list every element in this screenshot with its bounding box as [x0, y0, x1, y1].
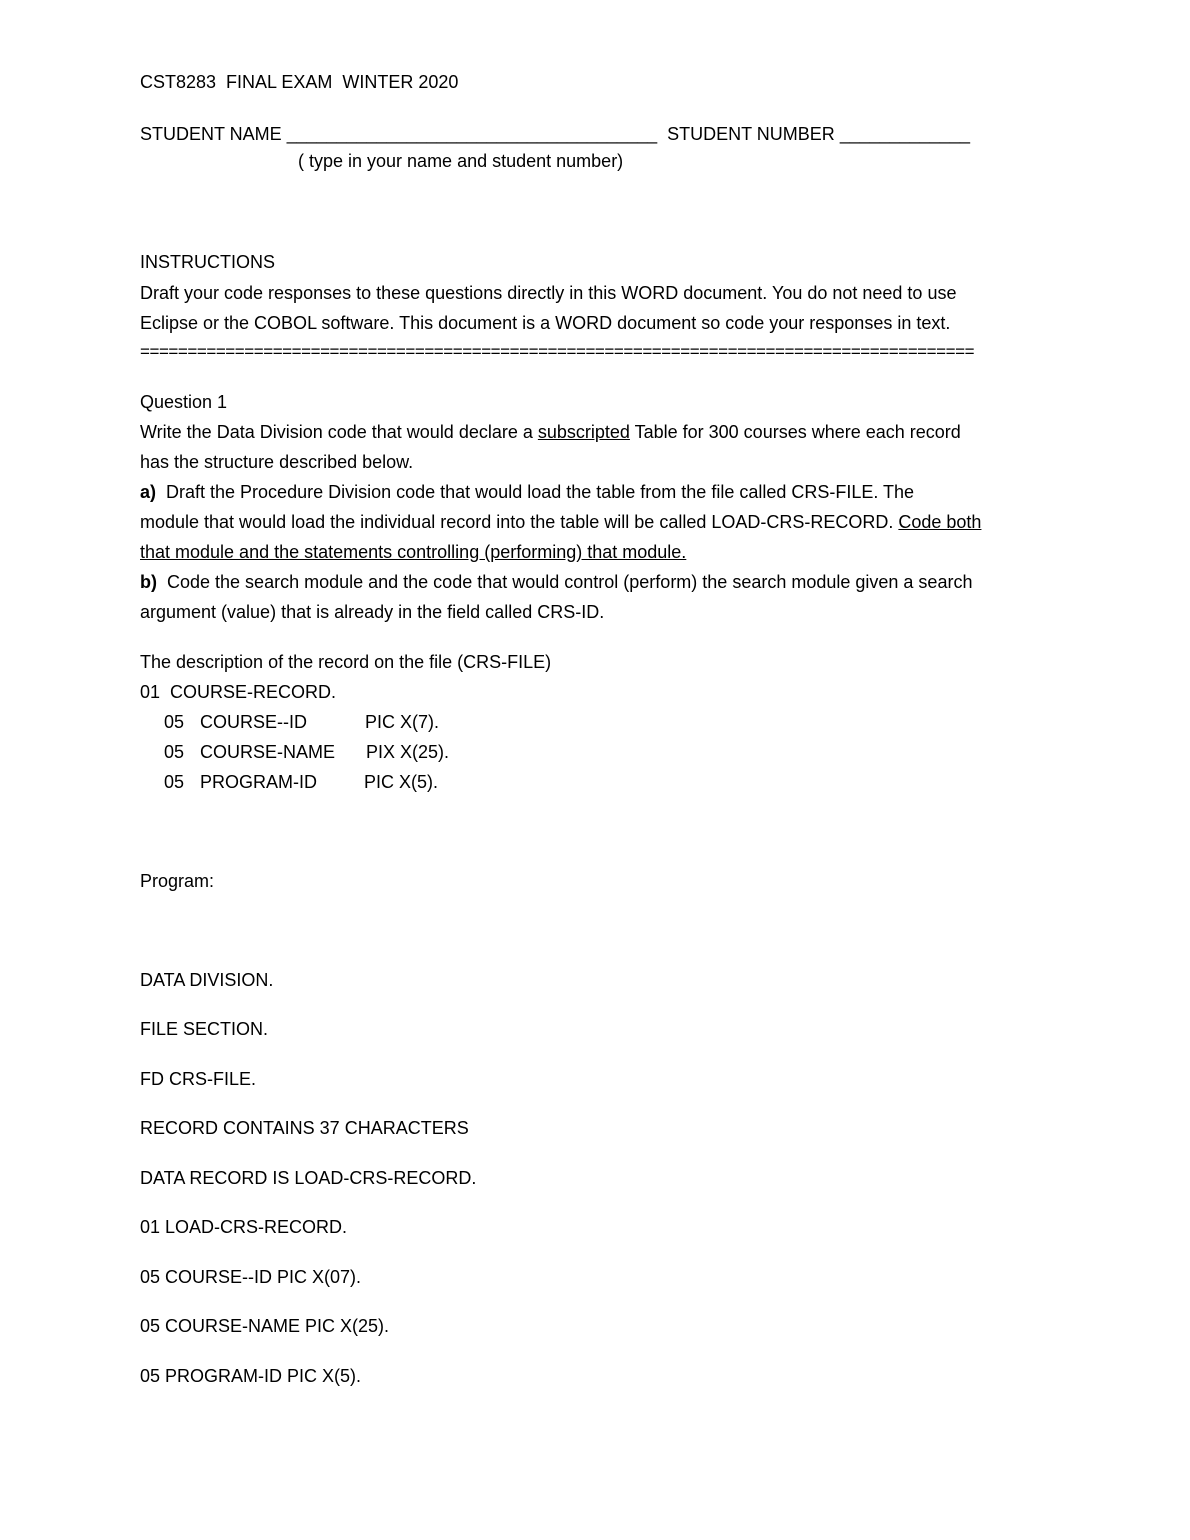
question-text-line: Write the Data Division code that would declare a subscripted Table for 300 courses where each record [140, 422, 961, 442]
instructions-text-line: Draft your code responses to these questions directly in this WORD document. You do not need to use [140, 283, 957, 303]
question-text-line: has the structure described below. [140, 452, 414, 472]
answer-line[interactable]: 05 COURSE--ID PIC X(07). [140, 1267, 362, 1287]
answer-line[interactable]: 05 COURSE-NAME PIC X(25). [140, 1316, 390, 1336]
student-number-field[interactable]: _____________ [839, 124, 970, 144]
field-level: 05 [164, 772, 185, 792]
field-pic: PIX X(25). [366, 742, 450, 762]
instructions-heading: INSTRUCTIONS [140, 252, 275, 272]
separator-line: ======================================================================================== [140, 342, 975, 361]
part-a-label: a) [140, 482, 157, 502]
program-label: Program: [140, 871, 215, 891]
underlined-term: subscripted [537, 422, 630, 442]
question-heading: Question 1 [140, 392, 228, 412]
field-name: COURSE-NAME [200, 742, 336, 762]
part-a-line: module that would load the individual record into the table will be called LOAD-CRS-RECORD. Code both [140, 512, 982, 532]
student-name-label: STUDENT NAME [140, 124, 282, 144]
answer-line[interactable]: 05 PROGRAM-ID PIC X(5). [140, 1366, 362, 1386]
part-b-line: b) Code the search module and the code that would control (perform) the search module given a search [140, 572, 973, 592]
student-number-label: STUDENT NUMBER [667, 124, 835, 144]
answer-line[interactable]: 01 LOAD-CRS-RECORD. [140, 1217, 348, 1237]
field-level: 05 [164, 742, 185, 762]
field-name: PROGRAM-ID [200, 772, 317, 792]
part-a-line: a) Draft the Procedure Division code that would load the table from the file called CRS-FILE. The [140, 482, 915, 502]
instructions-text-line: Eclipse or the COBOL software. This document is a WORD document so code your responses in text. [140, 313, 951, 333]
answer-line[interactable]: RECORD CONTAINS 37 CHARACTERS [140, 1118, 469, 1138]
part-a-line: that module and the statements controlling (performing) that module. [140, 542, 687, 562]
answer-line[interactable]: FILE SECTION. [140, 1019, 269, 1039]
record-description-heading: The description of the record on the file (CRS-FILE) [140, 652, 552, 672]
record-level-01: 01 COURSE-RECORD. [140, 682, 337, 702]
student-info-hint: ( type in your name and student number) [298, 151, 624, 171]
student-name-field[interactable]: _____________________________________ [286, 124, 658, 144]
part-b-line: argument (value) that is already in the field called CRS-ID. [140, 602, 605, 622]
field-pic: PIC X(7). [365, 712, 440, 732]
answer-line[interactable]: DATA DIVISION. [140, 970, 274, 990]
exam-title: CST8283 FINAL EXAM WINTER 2020 [140, 72, 459, 92]
field-level: 05 [164, 712, 185, 732]
student-info-line [140, 119, 970, 149]
field-pic: PIC X(5). [364, 772, 439, 792]
part-b-label: b) [140, 572, 157, 592]
answer-line[interactable]: DATA RECORD IS LOAD-CRS-RECORD. [140, 1168, 477, 1188]
field-name: COURSE--ID [200, 712, 307, 732]
answer-line[interactable]: FD CRS-FILE. [140, 1069, 257, 1089]
